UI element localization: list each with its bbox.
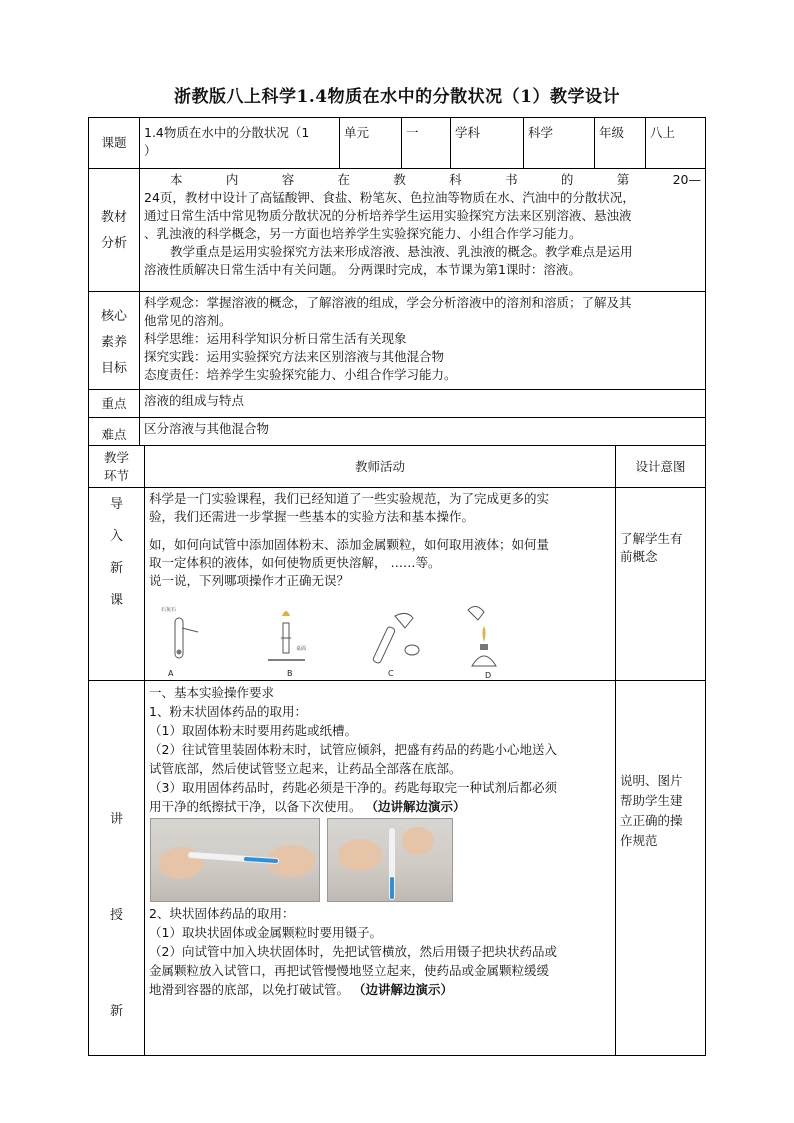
teach-stage-cell: 讲 授 新 <box>88 680 145 1056</box>
intro-stage-cell: 导 入 新 课 <box>88 487 145 681</box>
subject-label-cell: 学科 <box>450 117 524 169</box>
svg-text:桌面: 桌面 <box>296 646 307 652</box>
figure-d-alcohol-lamp <box>468 606 496 680</box>
figure-c-dropper <box>372 613 419 678</box>
operations-figure <box>150 598 510 680</box>
svg-text:B: B <box>287 669 293 678</box>
svg-text:D: D <box>485 671 492 680</box>
document-title: 浙教版八上科学1.4物质在水中的分散状况（1）教学设计 <box>174 87 620 107</box>
topic-value-cell: 1.4物质在水中的分散状况（1 ） <box>139 117 340 169</box>
grade-label-cell: 年级 <box>594 117 646 169</box>
intro-activity-cell: 科学是一门实验课程，我们已经知道了一些实验规范，为了完成更多的实 验，我们还需进一步掌握一些基本的实验方法和基本操作。 如，如何向试管中添加固体粉末、添加金属颗粒，如何取用液体；如何量 取一定体积的液体，如何使物质更快溶解， ……等。 说一说，下列哪项操作才正确无误？ <box>144 487 616 681</box>
analysis-spread-line: 本 内 容 在 教 科 书 的 第 20— <box>170 172 701 187</box>
intro-intent-cell: 了解学生有 前概念 <box>615 487 706 681</box>
topic-label-cell: 课题 <box>88 117 140 169</box>
demo-photo-tilted-tube <box>150 818 320 902</box>
photo-upright-tube-drawing <box>328 819 452 901</box>
demo-photo-upright-tube <box>327 818 453 902</box>
figure-b-burner <box>268 611 306 678</box>
subject-value-cell: 科学 <box>523 117 595 169</box>
svg-text:A: A <box>168 669 174 678</box>
stage-header-cell: 教学 环节 <box>88 445 145 488</box>
key-point-label-cell: 重点 <box>88 389 140 418</box>
literacy-text-cell: 科学观念：掌握溶液的概念，了解溶液的组成，学会分析溶液中的溶剂和溶质；了解及其 他常见的溶剂。 科学思维：运用科学知识分析日常生活有关现象 探究实践：运用实验探究方法来区别溶液与其他混合物 态度责任：培养学生实验探究能力、小组合作学习能力。 <box>139 291 706 390</box>
svg-text:C: C <box>388 669 394 678</box>
analysis-label-cell: 教材 分析 <box>88 168 140 292</box>
teacher-activity-header-cell: 教师活动 <box>144 445 616 488</box>
difficulty-label-cell: 难点 <box>88 417 140 446</box>
svg-text:石灰石: 石灰石 <box>161 607 177 613</box>
grade-value-cell: 八上 <box>645 117 706 169</box>
unit-value-cell: 一 <box>401 117 451 169</box>
photo-tilted-tube-drawing <box>151 819 319 901</box>
analysis-text-cell: 本 内 容 在 教 科 书 的 第 20— 24页，教材中设计了高锰酸钾、食盐、粉笔灰、色拉油等物质在水、汽油中的分散状况， 通过日常生活中常见物质分散状况的分析培养学生运用实验探究方法来区别溶液、悬浊液 、乳浊液的科学概念，另一方面也培养学生实验探究能力、小组合作学习能力。 教学重点是运用实验探究方法来形成溶液、悬浊液、乳浊液的概念。教学难点是运用 溶液性质解决日常生活中有关问题。 分两课时完成，本节课为第1课时：溶液。 <box>139 168 706 292</box>
teach-intent-cell: 说明、图片 帮助学生建 立正确的操 作规范 <box>615 680 706 1056</box>
key-point-value-cell: 溶液的组成与特点 <box>139 389 706 418</box>
figure-a-test-tube <box>161 606 198 678</box>
unit-label-cell: 单元 <box>339 117 402 169</box>
difficulty-value-cell: 区分溶液与其他混合物 <box>139 417 706 446</box>
literacy-label-cell: 核心 素养 目标 <box>88 291 140 390</box>
intent-header-cell: 设计意图 <box>615 445 706 488</box>
teach-activity-cell: 一、基本实验操作要求 1、粉末状固体药品的取用： （1）取固体粉末时要用药匙或纸槽。 （2）往试管里装固体粉末时，试管应倾斜，把盛有药品的药匙小心地送入 试管底部，然后使试管竖立起来，让药品全部落在底部。 （3）取用固体药品时，药匙必须是干净的。药匙每取完一种试剂后都必须 用干净的纸擦拭干净，以备下次使用。 （边讲解边演示） 2、块状固体药品的取用： （1）取块状固体或金属颗粒时要用镊子。 （2）向试管中加入块状固体时，先把试管横放，然后用镊子把块状药品或 金属颗粒放入试管口，再把试管慢慢地竖立起来，使药品或金属颗粒缓缓 地滑到容器的底部，以免打破试管。 （边讲解边演示） <box>144 680 616 1056</box>
